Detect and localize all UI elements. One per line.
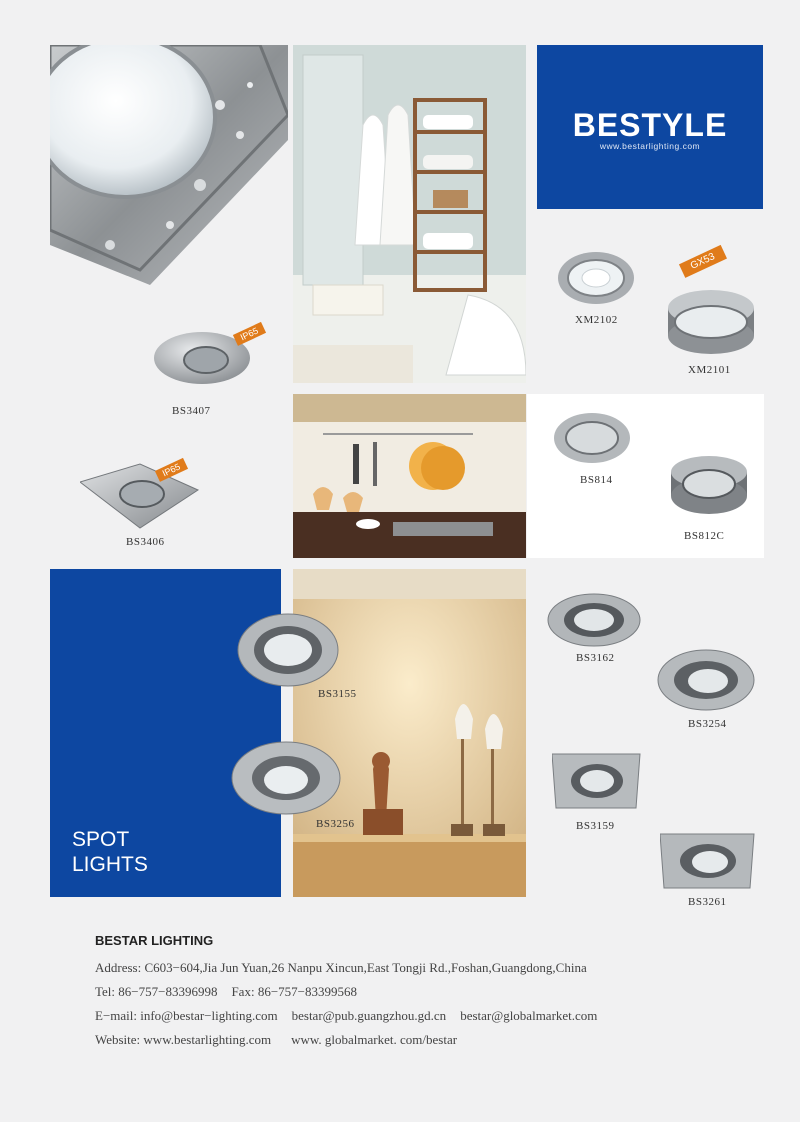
- website-line: [95, 1032, 457, 1048]
- wet-fixture-photo: [50, 45, 288, 285]
- product-bs3162-image: [546, 592, 642, 653]
- product-bs3155-image: [236, 612, 340, 693]
- product-bs814-label: BS814: [580, 474, 613, 486]
- product-xm2101-label: XM2101: [688, 364, 731, 376]
- email-link-1[interactable]: E−mail: info@bestar−lighting.com: [95, 1008, 278, 1023]
- product-xm2102-label: XM2102: [575, 314, 618, 326]
- website-link-1[interactable]: Website: www.bestarlighting.com: [95, 1032, 272, 1047]
- product-bs814-image: [552, 410, 632, 471]
- product-bs3256-image: [230, 740, 342, 821]
- product-bs3407-label: BS3407: [172, 405, 211, 417]
- spot-lights-title: [72, 827, 148, 877]
- product-bs3256-label: BS3256: [316, 818, 355, 830]
- website-link-2[interactable]: www. globalmarket. com/bestar: [291, 1032, 458, 1047]
- email-line: [95, 1008, 597, 1024]
- spot-title-line-2: LIGHTS: [72, 853, 148, 876]
- product-bs3261-label: BS3261: [688, 896, 727, 908]
- ip65-tag: IP65: [233, 322, 266, 346]
- product-bs3162-label: BS3162: [576, 652, 615, 664]
- product-bs3155-label: BS3155: [318, 688, 357, 700]
- product-bs3159-label: BS3159: [576, 820, 615, 832]
- kitchen-photo: [293, 394, 526, 558]
- email-link-3[interactable]: bestar@globalmarket.com: [460, 1008, 598, 1023]
- fax-text: Fax: 86−757−83399568: [231, 984, 357, 999]
- company-name: BESTAR LIGHTING: [95, 933, 214, 948]
- brand-logo: BESTYLE: [572, 107, 728, 143]
- product-bs3261-image: [660, 832, 756, 895]
- brand-url: www.bestarlighting.com: [599, 141, 701, 151]
- spot-title-line-1: SPOT: [72, 828, 130, 851]
- product-bs812c-label: BS812C: [684, 530, 725, 542]
- bathroom-photo: [293, 45, 526, 383]
- product-bs3254-image: [656, 648, 756, 717]
- phone-line: [95, 984, 357, 1000]
- product-bs3159-image: [552, 752, 642, 815]
- product-xm2102-image: [556, 250, 636, 315]
- email-link-2[interactable]: bestar@pub.guangzhou.gd.cn: [291, 1008, 447, 1023]
- product-xm2101-image: [664, 288, 759, 363]
- product-bs812c-image: [667, 454, 751, 523]
- brand-logo-panel: [537, 45, 763, 209]
- product-bs3406-image: [80, 462, 200, 537]
- tel-text: Tel: 86−757−83396998: [95, 984, 218, 999]
- gx53-tag: GX53: [679, 245, 727, 278]
- address-line: Address: C603−604,Jia Jun Yuan,26 Nanpu Xincun,East Tongji Rd.,Foshan,Guangdong,China: [95, 960, 587, 975]
- ip65-tag: IP65: [155, 458, 188, 482]
- product-bs3406-label: BS3406: [126, 536, 165, 548]
- product-bs3254-label: BS3254: [688, 718, 727, 730]
